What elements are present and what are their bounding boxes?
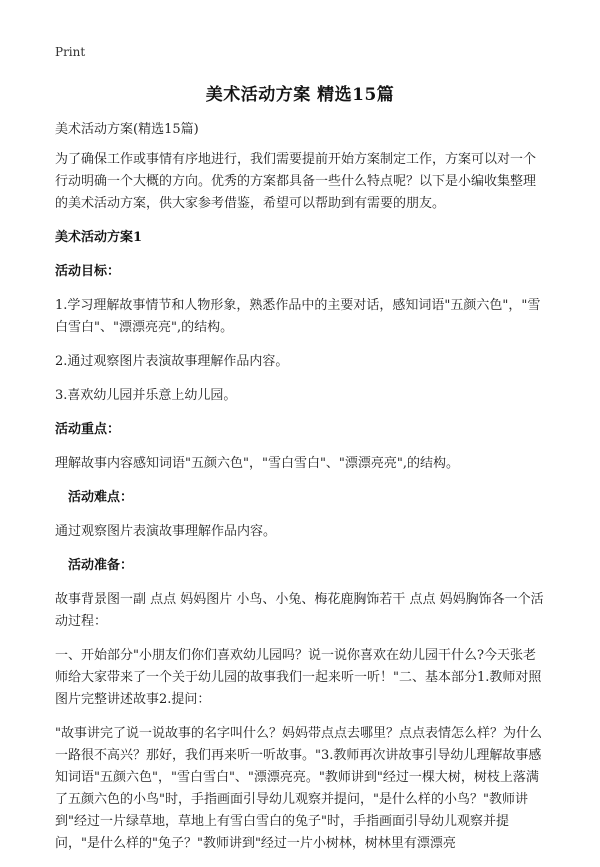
intro-paragraph: 为了确保工作或事情有序地进行，我们需要提前开始方案制定工作，方案可以对一个行动明确一个大概的方向。优秀的方案都具备一些什么特点呢？以下是小编收集整理的美术活动方案，供大家参考借鉴，希望可以帮助到有需要的朋友。	[55, 152, 537, 211]
preparation-text: 故事背景图一副 点点 妈妈图片 小鸟、小兔、梅花鹿胸饰若干 点点 妈妈胸饰各一个活动过程：	[55, 592, 544, 629]
preparation-heading: 活动准备：	[68, 558, 134, 573]
goal-item-2: 2.通过观察图片表演故事理解作品内容。	[55, 354, 289, 369]
difficulty-heading: 活动难点：	[68, 490, 134, 505]
document-body	[55, 119, 545, 867]
focus-text: 理解故事内容感知词语"五颜六色"，"雪白雪白"、"漂漂亮亮",的结构。	[55, 456, 460, 471]
goals-heading: 活动目标：	[55, 264, 121, 279]
focus-heading: 活动重点：	[55, 422, 121, 437]
section-title: 美术活动方案1	[55, 230, 143, 245]
process-paragraph-1: 一、开始部分"小朋友们你们喜欢幼儿园吗？说一说你喜欢在幼儿园干什么?今天张老师给大家带来了一个关于幼儿园的故事我们一起来听一听！"二、基本部分1.教师对照图片完整讲述故事2.提问：	[55, 648, 542, 707]
difficulty-text: 通过观察图片表演故事理解作品内容。	[55, 524, 277, 539]
goal-item-3: 3.喜欢幼儿园并乐意上幼儿园。	[55, 388, 237, 403]
print-label: Print	[55, 45, 86, 59]
process-paragraph-2: "故事讲完了说一说故事的名字叫什么？妈妈带点点去哪里？点点表情怎么样？为什么一路很不高兴？那好，我们再来听一听故事。"3.教师再次讲故事引导幼儿理解故事感知词语"五颜六色"，"雪白雪白"、"漂漂亮亮。"教师讲到"经过一棵大树，树枝上落满了五颜六色的小鸟"时，手指画面引导幼儿观察并提问，"是什么样的小鸟？"教师讲到"经过一片绿草地，草地上有雪白雪白的兔子"时，手指画面引导幼儿观察并提问，"是什么样的"兔子？"教师讲到"经过一片小树林，树林里有漂漂亮	[55, 726, 542, 851]
goal-item-1: 1.学习理解故事情节和人物形象，熟悉作品中的主要对话，感知词语"五颜六色"，"雪白雪白"、"漂漂亮亮",的结构。	[55, 298, 541, 335]
document-subtitle: 美术活动方案(精选15篇)	[55, 122, 199, 137]
document-title: 美术活动方案 精选15篇	[205, 85, 395, 105]
